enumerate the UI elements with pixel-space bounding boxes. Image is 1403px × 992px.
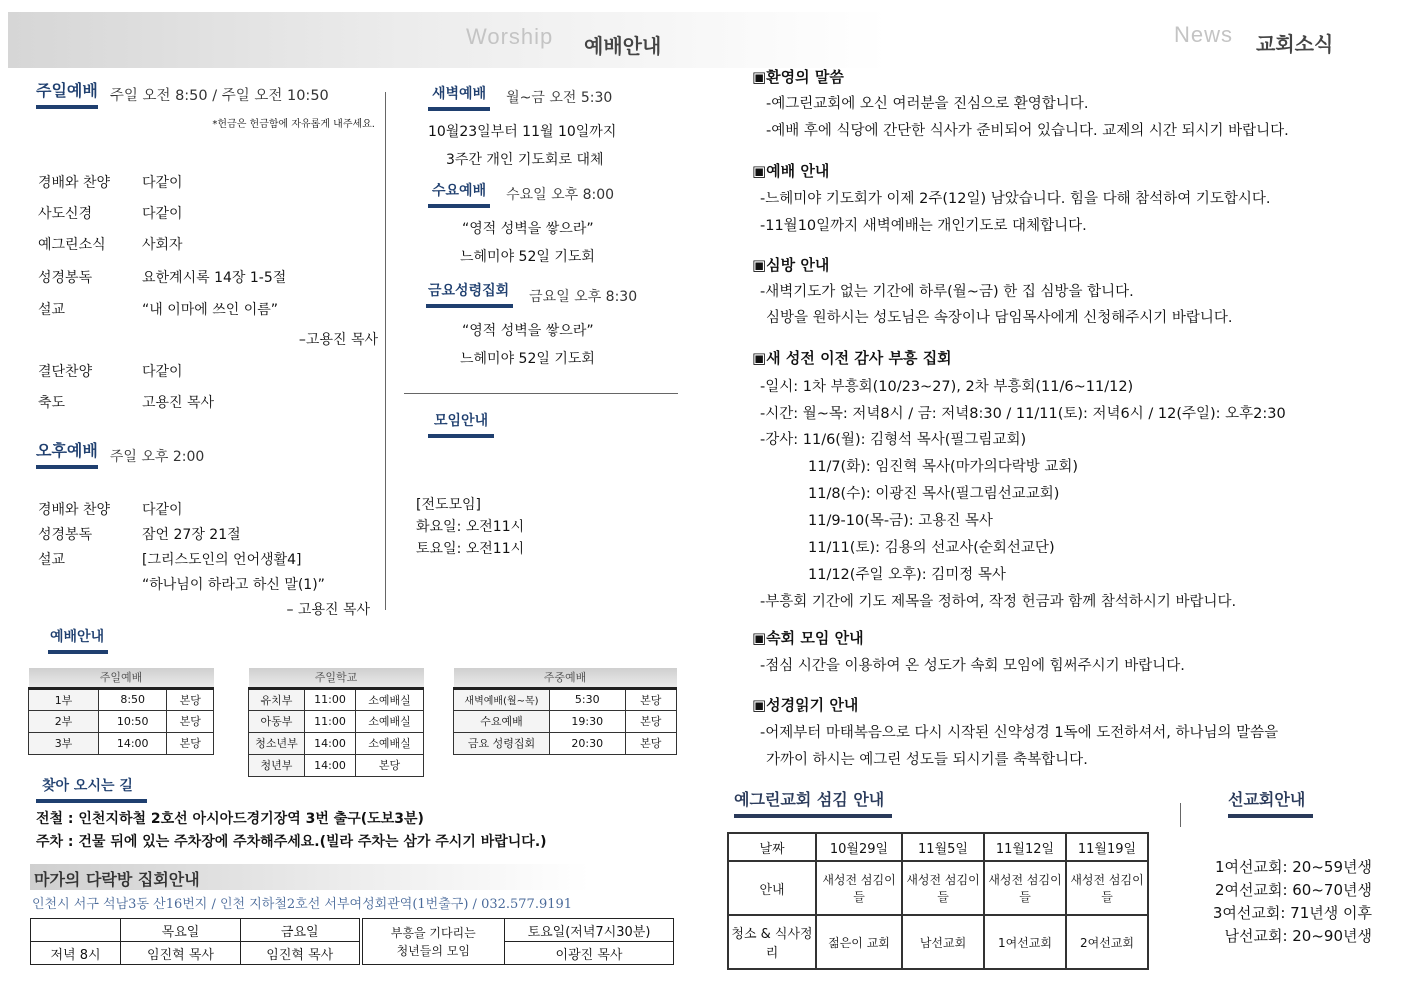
worship-header-ko: 예배안내 bbox=[584, 34, 662, 58]
sunday-preacher: –고용진 목사 bbox=[298, 332, 378, 348]
mission-line: 2여선교회: 60~70년생 bbox=[1214, 881, 1372, 899]
news-item: ▣심방 안내 -새벽기도가 없는 기간에 하루(월~금) 한 집 심방을 합니다. 심방을 원하시는 성도님은 속장이나 담임목사에게 신청해주시기 바랍니다. bbox=[752, 256, 1233, 326]
dawn-section bbox=[428, 83, 678, 169]
mission-line: 남선교회: 20~90년생 bbox=[1224, 927, 1372, 945]
directions-parking: 주차 : 건물 뒤에 있는 주차장에 주차해주세요.(빌라 주차는 삼가 주시기 바랍니다.) bbox=[36, 834, 547, 850]
table-row: 새벽예배(월~목) 5:30 본당 bbox=[454, 688, 677, 710]
service-title-wrap bbox=[734, 787, 892, 818]
meeting-line2: 화요일: 오전11시 bbox=[416, 519, 525, 535]
afternoon-title: 오후예배 bbox=[36, 438, 98, 469]
meeting-title-wrap bbox=[428, 410, 494, 438]
directions-subway: 전철 : 인천지하철 2호선 아시아드경기장역 3번 출구(도보3분) bbox=[36, 811, 424, 827]
friday-line1: “영적 성벽을 쌓으라” bbox=[462, 323, 594, 339]
offering-note: *헌금은 헌금함에 자유롭게 내주세요. bbox=[212, 119, 375, 130]
news-item: ▣예배 안내 -느헤미야 기도회가 이제 2주(12일) 남았습니다. 힘을 다해 참석하여 기도합시다. -11월10일까지 새벽예배는 개인기도로 대체합니다. bbox=[752, 162, 1271, 234]
dawn-line1: 10월23일부터 11월 10일까지 bbox=[428, 124, 617, 140]
table-row: 청년부 14:00 본당 bbox=[249, 754, 424, 776]
youth-meeting: 부흥을 기다리는 청년들의 모임 bbox=[361, 919, 505, 965]
table-header: 주일학교 bbox=[249, 668, 424, 688]
table-row: 청소 & 식사정리 젊은이 교회 남선교회 1여선교회 2여선교회 bbox=[728, 915, 1148, 969]
table-row: 금요 성령집회 20:30 본당 bbox=[454, 732, 677, 754]
table-row: 날짜 10월29일 11월5일 11월12일 11월19일 bbox=[728, 833, 1148, 861]
wednesday-section bbox=[428, 180, 678, 266]
news-item: ▣속회 모임 안내 -점심 시간을 이용하여 온 성도가 속회 모임에 힘써주시기 바랍니다. bbox=[752, 629, 1185, 674]
table-row: 청소년부 14:00 소예배실 bbox=[249, 732, 424, 754]
order-row: 성경봉독 요한계시록 14장 1-5절 bbox=[38, 270, 287, 286]
worship-header-band bbox=[8, 12, 888, 68]
news-list bbox=[752, 66, 1392, 769]
magga-title: 마가의 다락방 집회안내 bbox=[34, 870, 200, 889]
column-divider bbox=[385, 92, 386, 610]
mission-title: 선교회안내 bbox=[1228, 787, 1313, 818]
order-row: 경배와 찬양 다같이 bbox=[38, 502, 183, 518]
meeting-info bbox=[416, 494, 524, 560]
mission-title-wrap bbox=[1228, 787, 1313, 818]
wednesday-line2: 느헤미야 52일 기도회 bbox=[460, 249, 595, 265]
mission-list bbox=[1186, 856, 1372, 948]
friday-line2: 느헤미야 52일 기도회 bbox=[460, 351, 595, 367]
meeting-line3: 토요일: 오전11시 bbox=[416, 541, 525, 557]
section-divider bbox=[404, 393, 678, 394]
table-row: 2부 10:50 본당 bbox=[29, 710, 214, 732]
dawn-times: 월~금 오전 5:30 bbox=[506, 90, 613, 106]
table-row: 3부 14:00 본당 bbox=[29, 732, 214, 754]
wednesday-line1: “영적 성벽을 쌓으라” bbox=[462, 221, 594, 237]
service-title: 예그린교회 섬김 안내 bbox=[734, 787, 892, 818]
news-item: ▣환영의 말씀 -예그린교회에 오신 여러분을 진심으로 환영합니다. -예배 후에 식당에 간단한 식사가 준비되어 있습니다. 교제의 시간 되시기 바랍니다. bbox=[752, 68, 1289, 139]
table-header: 주중예배 bbox=[454, 668, 677, 688]
order-row: 설교 “내 이마에 쓰인 이름” bbox=[38, 302, 279, 318]
table-row: 수요예배 19:30 본당 bbox=[454, 710, 677, 732]
afternoon-sermon-title: “하나님이 하라고 하신 말(1)” bbox=[142, 577, 325, 593]
dawn-line2: 3주간 개인 기도회로 대체 bbox=[446, 152, 604, 168]
table-header: 주일예배 bbox=[29, 668, 214, 688]
mission-line: 3여선교회: 71년생 이후 bbox=[1212, 904, 1372, 922]
sunday-times: 주일 오전 8:50 / 주일 오전 10:50 bbox=[109, 88, 329, 104]
order-row: 설교 [그리스도인의 언어생활4] bbox=[38, 552, 302, 568]
order-row: 경배와 찬양 다같이 bbox=[38, 175, 183, 191]
service-table bbox=[727, 832, 1149, 970]
table-row: 안내 새성전 섬김이들 새성전 섬김이들 새성전 섬김이들 새성전 섬김이들 bbox=[728, 861, 1148, 915]
wednesday-times: 수요일 오후 8:00 bbox=[506, 187, 615, 203]
table-row: 유치부 11:00 소예배실 bbox=[249, 688, 424, 710]
order-row: 성경봉독 잠언 27장 21절 bbox=[38, 527, 241, 543]
directions-title-wrap bbox=[36, 775, 147, 803]
sunday-section bbox=[36, 78, 381, 130]
magga-table: 목요일 금요일 부흥을 기다리는 청년들의 모임 토요일(저녁7시30분) 저녁 8시 임진혁 목사 임진혁 목사 이광진 목사 bbox=[30, 918, 674, 965]
afternoon-preacher: – 고용진 목사 bbox=[286, 602, 370, 618]
worship-guide-title-wrap bbox=[48, 626, 108, 654]
dawn-title: 새벽예배 bbox=[428, 83, 490, 111]
news-header-en: News bbox=[1174, 22, 1234, 47]
afternoon-times: 주일 오후 2:00 bbox=[109, 449, 205, 465]
order-row: 사도신경 다같이 bbox=[38, 206, 183, 222]
friday-section bbox=[426, 280, 686, 368]
directions-info bbox=[36, 808, 547, 854]
directions-title: 찾아 오시는 길 bbox=[36, 775, 147, 803]
sunday-title: 주일예배 bbox=[36, 78, 98, 109]
weekday-service-table bbox=[453, 668, 677, 755]
table-row: 1부 8:50 본당 bbox=[29, 688, 214, 710]
afternoon-section bbox=[36, 438, 204, 469]
meeting-line1: [전도모임] bbox=[416, 497, 482, 513]
table-row: 저녁 8시 임진혁 목사 임진혁 목사 이광진 목사 bbox=[31, 942, 674, 965]
table-row: 아동부 11:00 소예배실 bbox=[249, 710, 424, 732]
magga-address: 인천시 서구 석남3동 산16번지 / 인천 지하철2호선 서부여성회관역(1번출구) / 032.577.9191 bbox=[32, 897, 573, 912]
order-row: 예그린소식 사회자 bbox=[38, 237, 183, 253]
friday-times: 금요일 오후 8:30 bbox=[529, 289, 638, 305]
worship-guide-title: 예배안내 bbox=[48, 626, 108, 654]
wednesday-title: 수요예배 bbox=[428, 180, 490, 208]
news-header-ko: 교회소식 bbox=[1256, 32, 1334, 56]
mission-line: 1여선교회: 20~59년생 bbox=[1214, 858, 1372, 876]
sunday-school-table bbox=[248, 668, 424, 777]
mission-divider bbox=[1180, 803, 1181, 827]
friday-title: 금요성령집회 bbox=[426, 280, 513, 308]
news-item: ▣성경읽기 안내 -어제부터 마태복음으로 다시 시작된 신약성경 1독에 도전하셔서, 하나님의 말씀을 가까이 하시는 예그린 성도들 되시기를 축복합니다. bbox=[752, 696, 1279, 768]
sunday-service-table bbox=[28, 668, 214, 755]
order-row: 축도 고용진 목사 bbox=[38, 395, 215, 411]
sunday-order bbox=[38, 172, 378, 422]
afternoon-order bbox=[38, 499, 378, 619]
order-row: 결단찬양 다같이 bbox=[38, 364, 183, 380]
meeting-title: 모임안내 bbox=[428, 410, 494, 438]
worship-header-en: Worship bbox=[466, 24, 554, 49]
news-item: ▣새 성전 이전 감사 부흥 집회 -일시: 1차 부흥회(10/23~27), 2차 부흥회(11/6~11/12) -시간: 월~목: 저녁8시 / 금: 저녁8:30 / 11/11(토): 저녁6시 / 12(주일): 오후2:30 -강사: 11/6(월): 김형석 목사(필그림교회) 11/7(화): 임진혁 목사(마가의다락방 교회) 11/8(수): 이광진 목사(필그림선교교회) 11/9-10(목-금): 고용진 목사 11/11(토): 김용의 선교사(순회선교단) 11/12(주일 오후): 김미정 목사 -부흥회 기간에 기도 제목을 정하여, 작정 헌금과 함께 참석하시기 바랍니다. bbox=[752, 349, 1286, 610]
